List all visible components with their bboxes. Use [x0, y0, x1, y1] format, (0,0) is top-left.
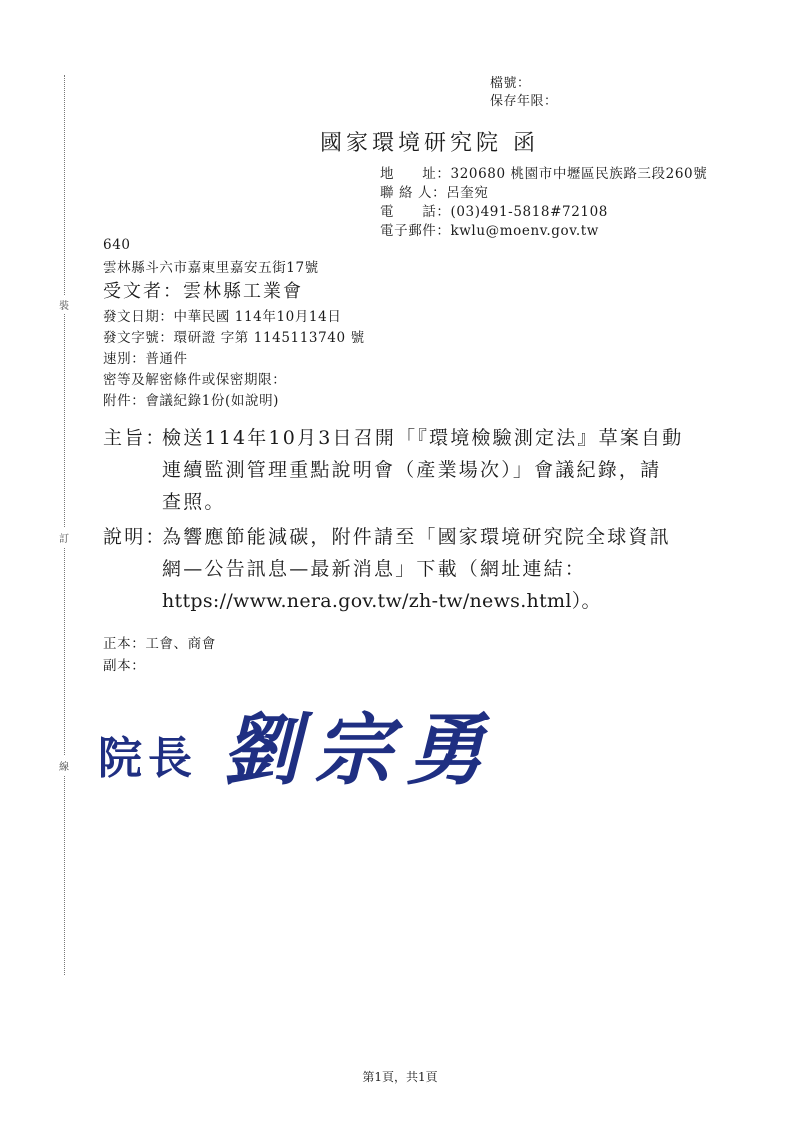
attachment-value: 會議紀錄1份(如說明) — [145, 393, 280, 409]
attachment-row — [103, 389, 279, 409]
sender-contact-label: 聯 絡 人： — [380, 185, 447, 201]
attachment-label: 附件： — [103, 393, 146, 409]
recipient-label: 受文者： — [103, 281, 183, 302]
subject-line-2: 連續監測管理重點說明會（產業場次）」會議紀錄，請 — [162, 459, 662, 481]
director-signature — [98, 700, 498, 800]
date-row — [103, 305, 341, 325]
main-recipients-row — [103, 632, 216, 652]
secrecy-row — [103, 368, 286, 388]
recipient-postcode: 640 — [103, 237, 131, 253]
speed-row — [103, 347, 188, 367]
page-number: 第1頁，共1頁 — [362, 1070, 438, 1084]
archive-no-label: 檔號： — [490, 76, 531, 91]
speed-value: 普通件 — [145, 351, 188, 367]
copy-recipients-label: 副本： — [103, 658, 146, 674]
ref-row — [103, 326, 365, 346]
signature-name: 劉宗勇 — [222, 705, 499, 796]
sender-contact-row — [380, 181, 489, 201]
sender-email: kwlu@moenv.gov.tw — [450, 223, 599, 239]
sender-email-label: 電子郵件： — [380, 223, 451, 239]
recipient-row — [103, 277, 303, 303]
recipient-name: 雲林縣工業會 — [183, 281, 303, 302]
document-title: 國家環境研究院 函 — [320, 131, 539, 156]
speed-label: 速別： — [103, 351, 146, 367]
subject-line-1: 檢送114年10月3日召開「『環境檢驗測定法』草案自動 — [162, 427, 684, 449]
explanation-line-2: 網—公告訊息—最新消息」下載（網址連結： — [162, 558, 587, 580]
sender-address: 320680 桃園市中壢區民族路三段260號 — [450, 166, 708, 182]
secrecy-label: 密等及解密條件或保密期限： — [103, 372, 287, 388]
binding-mark-staple: 訂 — [56, 528, 72, 547]
explanation-line-1: 為響應節能減碳，附件請至「國家環境研究院全球資訊 — [162, 526, 671, 548]
explanation-label: 說明： — [103, 526, 167, 548]
sender-address-row — [380, 162, 707, 182]
signature-title: 院長 — [98, 733, 198, 784]
recipient-address: 雲林縣斗六市嘉東里嘉安五街17號 — [103, 260, 319, 276]
retention-label: 保存年限： — [490, 94, 558, 109]
main-recipients-label: 正本： — [103, 636, 146, 652]
sender-address-label: 地 址： — [380, 166, 451, 182]
sender-email-row — [380, 219, 599, 239]
ref-value: 環研證 字第 1145113740 號 — [173, 330, 365, 346]
explanation-line-3: https://www.nera.gov.tw/zh-tw/news.html）。 — [162, 590, 601, 612]
copy-recipients-row — [103, 654, 145, 674]
subject-line-3: 查照。 — [162, 491, 226, 513]
binding-mark-bind: 裝 — [56, 295, 72, 314]
sender-phone: (03)491-5818#72108 — [450, 204, 608, 220]
sender-contact: 呂奎宛 — [446, 185, 489, 201]
subject-label: 主旨： — [103, 427, 167, 449]
binding-line — [64, 75, 65, 975]
sender-phone-label: 電 話： — [380, 204, 451, 220]
date-label: 發文日期： — [103, 309, 174, 325]
date-value: 中華民國 114年10月14日 — [173, 309, 342, 325]
binding-mark-line: 線 — [56, 756, 72, 775]
sender-phone-row — [380, 200, 608, 220]
ref-label: 發文字號： — [103, 330, 174, 346]
main-recipients: 工會、商會 — [145, 636, 216, 652]
